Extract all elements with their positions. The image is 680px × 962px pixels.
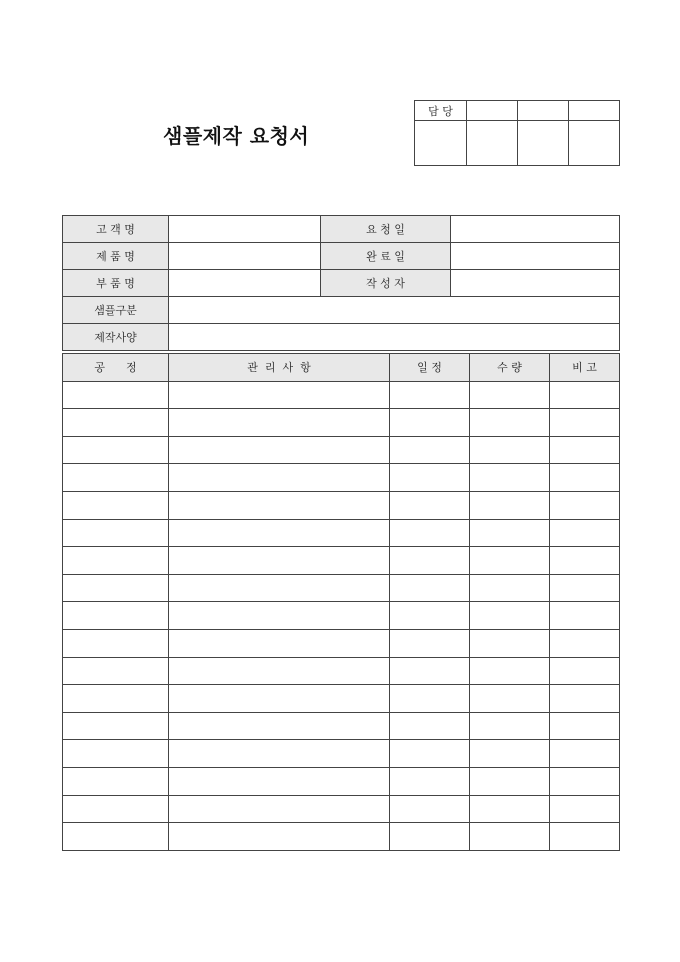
- sample-type-field[interactable]: [169, 297, 620, 324]
- process-cell[interactable]: [63, 712, 169, 740]
- quantity-cell[interactable]: [470, 547, 550, 575]
- customer-name-field[interactable]: [169, 216, 321, 243]
- schedule-cell[interactable]: [390, 685, 470, 713]
- quantity-cell[interactable]: [470, 795, 550, 823]
- management-cell[interactable]: [169, 602, 390, 630]
- request-date-label: 요 청 일: [321, 216, 451, 243]
- schedule-cell[interactable]: [390, 547, 470, 575]
- management-cell[interactable]: [169, 629, 390, 657]
- table-row: [63, 823, 620, 851]
- management-cell[interactable]: [169, 657, 390, 685]
- table-row: [63, 381, 620, 409]
- process-cell[interactable]: [63, 740, 169, 768]
- approval-sign-4[interactable]: [569, 121, 620, 166]
- process-cell[interactable]: [63, 767, 169, 795]
- completion-date-field[interactable]: [451, 243, 620, 270]
- remarks-cell[interactable]: [550, 712, 620, 740]
- quantity-cell[interactable]: [470, 409, 550, 437]
- request-date-field[interactable]: [451, 216, 620, 243]
- completion-date-label: 완 료 일: [321, 243, 451, 270]
- remarks-cell[interactable]: [550, 685, 620, 713]
- approval-header-2: [518, 101, 569, 121]
- management-cell[interactable]: [169, 712, 390, 740]
- header-management: 관 리 사 항: [169, 354, 390, 382]
- process-cell[interactable]: [63, 381, 169, 409]
- process-cell[interactable]: [63, 795, 169, 823]
- table-row: [63, 685, 620, 713]
- management-cell[interactable]: [169, 795, 390, 823]
- quantity-cell[interactable]: [470, 657, 550, 685]
- document-title: 샘플제작 요청서: [163, 124, 310, 148]
- spec-field[interactable]: [169, 324, 620, 351]
- remarks-cell[interactable]: [550, 657, 620, 685]
- schedule-cell[interactable]: [390, 464, 470, 492]
- process-cell[interactable]: [63, 519, 169, 547]
- schedule-cell[interactable]: [390, 409, 470, 437]
- approval-header-3: [569, 101, 620, 121]
- table-row: [63, 795, 620, 823]
- table-row: [63, 574, 620, 602]
- remarks-cell[interactable]: [550, 795, 620, 823]
- quantity-cell[interactable]: [470, 712, 550, 740]
- approval-header-1: [467, 101, 518, 121]
- process-cell[interactable]: [63, 491, 169, 519]
- management-cell[interactable]: [169, 436, 390, 464]
- schedule-cell[interactable]: [390, 740, 470, 768]
- table-row: [63, 629, 620, 657]
- management-cell[interactable]: [169, 767, 390, 795]
- remarks-cell[interactable]: [550, 491, 620, 519]
- management-cell[interactable]: [169, 740, 390, 768]
- schedule-cell[interactable]: [390, 381, 470, 409]
- table-row: [63, 712, 620, 740]
- quantity-cell[interactable]: [470, 740, 550, 768]
- schedule-cell[interactable]: [390, 767, 470, 795]
- quantity-cell[interactable]: [470, 767, 550, 795]
- schedule-cell[interactable]: [390, 491, 470, 519]
- table-row: [63, 740, 620, 768]
- remarks-cell[interactable]: [550, 629, 620, 657]
- approval-box: [414, 100, 620, 166]
- management-cell[interactable]: [169, 409, 390, 437]
- table-row: [63, 657, 620, 685]
- approval-sign-3[interactable]: [518, 121, 569, 166]
- process-cell[interactable]: [63, 436, 169, 464]
- table-row: [63, 767, 620, 795]
- customer-name-label: 고 객 명: [63, 216, 169, 243]
- process-cell[interactable]: [63, 464, 169, 492]
- approval-label: 담 당: [415, 101, 467, 121]
- process-cell[interactable]: [63, 629, 169, 657]
- product-name-field[interactable]: [169, 243, 321, 270]
- quantity-cell[interactable]: [470, 381, 550, 409]
- header-schedule: 일 정: [390, 354, 470, 382]
- process-cell[interactable]: [63, 547, 169, 575]
- remarks-cell[interactable]: [550, 602, 620, 630]
- management-cell[interactable]: [169, 464, 390, 492]
- schedule-cell[interactable]: [390, 574, 470, 602]
- schedule-cell[interactable]: [390, 629, 470, 657]
- author-field[interactable]: [451, 270, 620, 297]
- quantity-cell[interactable]: [470, 602, 550, 630]
- schedule-cell[interactable]: [390, 602, 470, 630]
- quantity-cell[interactable]: [470, 519, 550, 547]
- remarks-cell[interactable]: [550, 574, 620, 602]
- header-process: 공 정: [63, 354, 169, 382]
- remarks-cell[interactable]: [550, 767, 620, 795]
- remarks-cell[interactable]: [550, 823, 620, 851]
- product-name-label: 제 품 명: [63, 243, 169, 270]
- quantity-cell[interactable]: [470, 574, 550, 602]
- quantity-cell[interactable]: [470, 436, 550, 464]
- sample-type-label: 샘플구분: [63, 297, 169, 324]
- remarks-cell[interactable]: [550, 547, 620, 575]
- table-row: [63, 464, 620, 492]
- table-row: [63, 491, 620, 519]
- process-table-body: [63, 381, 620, 850]
- schedule-cell[interactable]: [390, 436, 470, 464]
- management-cell[interactable]: [169, 574, 390, 602]
- schedule-cell[interactable]: [390, 712, 470, 740]
- part-name-label: 부 품 명: [63, 270, 169, 297]
- header-remarks: 비 고: [550, 354, 620, 382]
- spec-label: 제작사양: [63, 324, 169, 351]
- approval-sign-2[interactable]: [467, 121, 518, 166]
- management-cell[interactable]: [169, 491, 390, 519]
- approval-sign-1[interactable]: [415, 121, 467, 166]
- process-cell[interactable]: [63, 574, 169, 602]
- table-row: [63, 602, 620, 630]
- process-table: [62, 353, 620, 851]
- remarks-cell[interactable]: [550, 436, 620, 464]
- remarks-cell[interactable]: [550, 464, 620, 492]
- process-cell[interactable]: [63, 409, 169, 437]
- management-cell[interactable]: [169, 381, 390, 409]
- schedule-cell[interactable]: [390, 795, 470, 823]
- schedule-cell[interactable]: [390, 519, 470, 547]
- process-cell[interactable]: [63, 657, 169, 685]
- quantity-cell[interactable]: [470, 464, 550, 492]
- management-cell[interactable]: [169, 685, 390, 713]
- quantity-cell[interactable]: [470, 823, 550, 851]
- remarks-cell[interactable]: [550, 409, 620, 437]
- quantity-cell[interactable]: [470, 491, 550, 519]
- management-cell[interactable]: [169, 823, 390, 851]
- header-quantity: 수 량: [470, 354, 550, 382]
- quantity-cell[interactable]: [470, 685, 550, 713]
- process-cell[interactable]: [63, 685, 169, 713]
- management-cell[interactable]: [169, 547, 390, 575]
- schedule-cell[interactable]: [390, 823, 470, 851]
- table-row: [63, 409, 620, 437]
- table-row: [63, 519, 620, 547]
- table-row: [63, 547, 620, 575]
- table-row: [63, 436, 620, 464]
- process-cell[interactable]: [63, 823, 169, 851]
- info-table: [62, 215, 620, 351]
- schedule-cell[interactable]: [390, 657, 470, 685]
- remarks-cell[interactable]: [550, 740, 620, 768]
- author-label: 작 성 자: [321, 270, 451, 297]
- management-cell[interactable]: [169, 519, 390, 547]
- quantity-cell[interactable]: [470, 629, 550, 657]
- part-name-field[interactable]: [169, 270, 321, 297]
- remarks-cell[interactable]: [550, 381, 620, 409]
- process-cell[interactable]: [63, 602, 169, 630]
- remarks-cell[interactable]: [550, 519, 620, 547]
